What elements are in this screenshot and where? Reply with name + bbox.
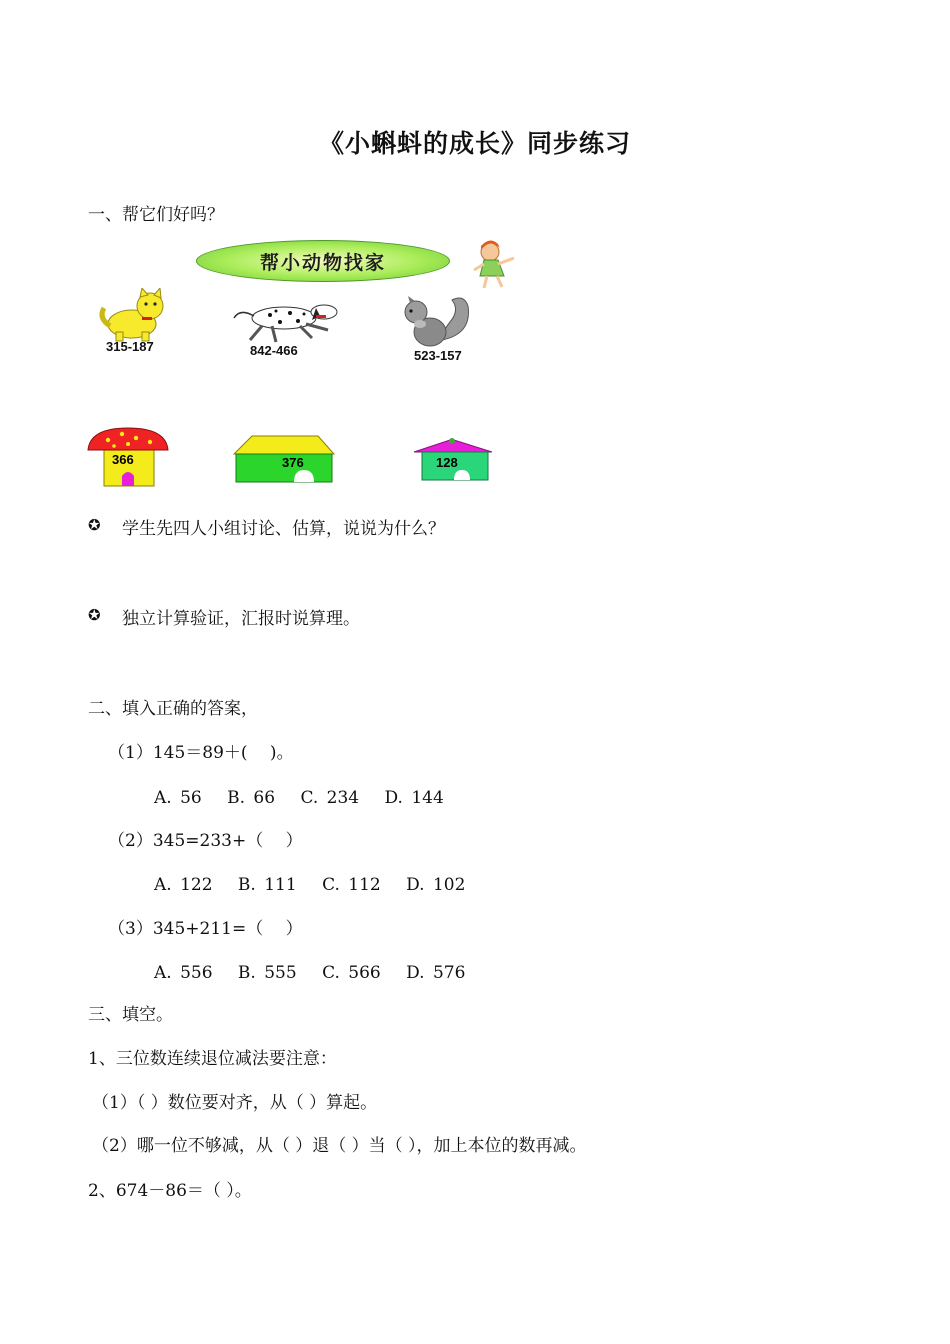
squirrel-icon <box>398 294 474 350</box>
dog-expression: 842-466 <box>250 343 298 358</box>
house-number-376: 376 <box>282 455 304 470</box>
question-1-options: A. 56 B. 66 C. 234 D. 144 <box>154 788 444 808</box>
question-1-stem: （1）145＝89＋( )。 <box>108 743 294 763</box>
section1-heading: 一、帮它们好吗？ <box>88 205 224 225</box>
question-2-stem: （2）345=233+（ ） <box>108 831 303 851</box>
house-number-128: 128 <box>436 455 458 470</box>
fill-item-1-sub2: （2）哪一位不够减，从（ ）退（ ）当（ ），加上本位的数再减。 <box>92 1136 587 1156</box>
house-number-366: 366 <box>112 452 134 467</box>
girl-figure-icon <box>470 238 522 292</box>
cat-expression: 315-187 <box>106 339 154 354</box>
fill-item-1-sub1: （1）（ ）数位要对齐，从（ ）算起。 <box>92 1093 378 1113</box>
green-house-icon <box>232 434 336 484</box>
question-2-options: A. 122 B. 111 C. 112 D. 102 <box>154 875 466 895</box>
fill-item-1: 1、三位数连续退位减法要注意： <box>88 1049 337 1069</box>
pink-roof-house-icon <box>410 438 496 482</box>
banner-text: 帮小动物找家 <box>259 251 386 274</box>
section2-heading: 二、填入正确的答案， <box>88 699 258 719</box>
mushroom-house-icon <box>86 426 170 488</box>
page-title: 《小蝌蚪的成长》同步练习 <box>318 129 631 158</box>
question-3-options: A. 556 B. 555 C. 566 D. 576 <box>154 963 466 983</box>
bullet-verify: 独立计算验证，汇报时说算理。 <box>122 609 360 629</box>
dog-icon <box>232 298 344 344</box>
star-bullet-icon: ✪ <box>88 606 101 624</box>
cat-icon <box>98 288 172 342</box>
banner-bubble <box>196 240 450 282</box>
squirrel-expression: 523-157 <box>414 348 462 363</box>
question-3-stem: （3）345+211=（ ） <box>108 919 303 939</box>
fill-item-2: 2、674－86＝（ ）。 <box>88 1181 252 1201</box>
star-bullet-icon: ✪ <box>88 516 101 534</box>
section3-heading: 三、填空。 <box>88 1005 173 1025</box>
bullet-discuss: 学生先四人小组讨论、估算，说说为什么？ <box>122 519 445 539</box>
